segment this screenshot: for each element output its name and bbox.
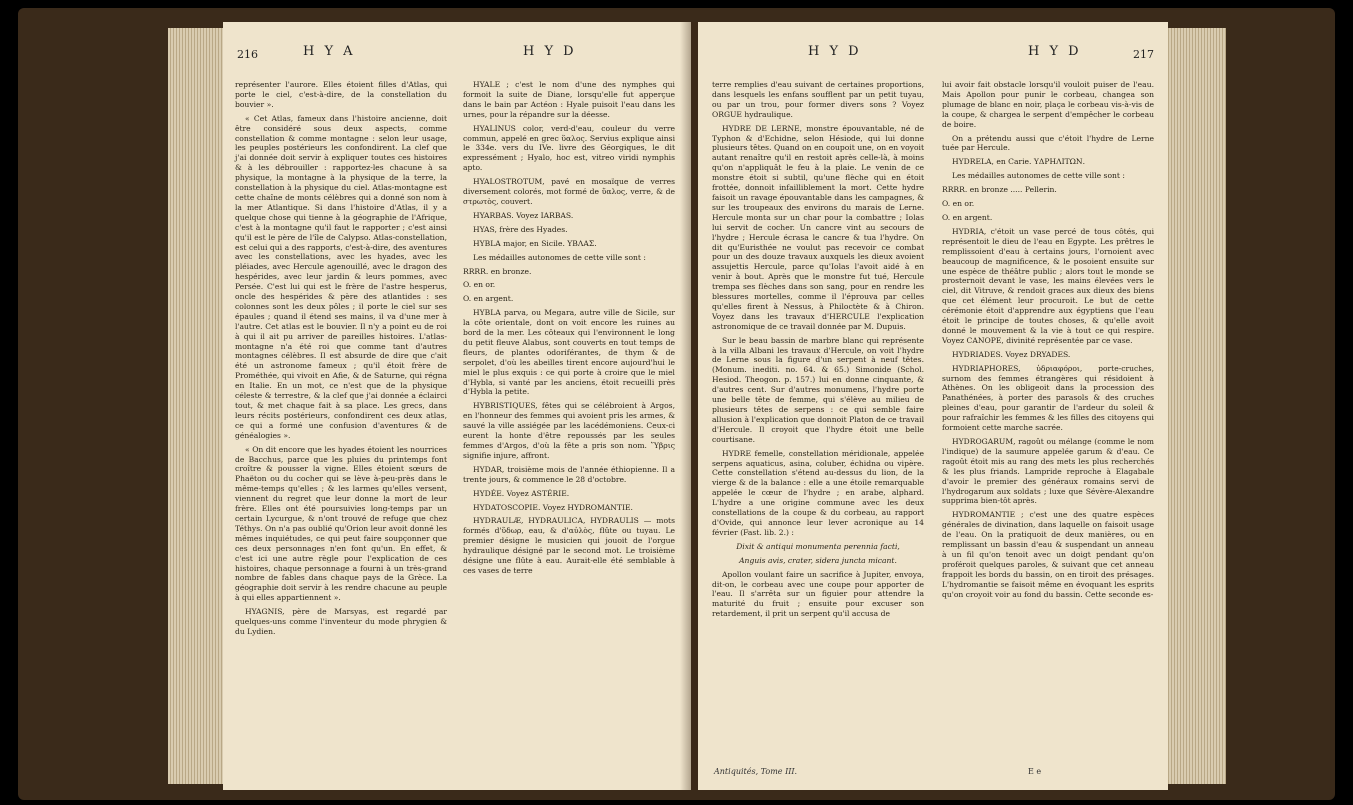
entry: HYDRELA, en Carie. ΥΔΡΗΛΙΤΩΝ. bbox=[952, 157, 1085, 167]
entry: HYALINUS color, verd-d'eau, couleur du verre commun, appelé en grec ὕαλος. Servius explique ainsi le 334e. vers du IVe. livre des Géorgiques, le dit expressément ; Hyalo, hoc est, vitreo viridi nymphis apto. bbox=[463, 123, 675, 173]
entry: HYBRISTIQUES, fêtes qui se célébroient à Argos, en l'honneur des femmes qui avoient pris les armes, & sauvé la ville assiégée par les lacédémoniens. Ceux-ci eurent la honte d'être repoussés par les seules femmes d'Argos, d'où la fête a pris son nom. Ὕβρις signifie injure, affront. bbox=[463, 401, 675, 460]
entry: RRRR. en bronze. bbox=[463, 266, 532, 276]
entry: HYALOSTROTUM, pavé en mosaïque de verres diversement colorés, mot formé de ὕαλος, verre, & de στρωτὸς, couvert. bbox=[463, 177, 675, 206]
right-page bbox=[698, 22, 1168, 790]
paragraph: terre remplies d'eau suivant de certaines proportions, dans lesquels les enfans soufflent par un petit tuyau, ou par un trou, pour former divers sons ? Voyez ORGUE hydraulique. bbox=[712, 80, 924, 119]
entry: HYDRIADES. Voyez DRYADES. bbox=[952, 349, 1071, 359]
text-column bbox=[463, 80, 675, 580]
signature-mark: E e bbox=[1028, 767, 1042, 776]
paragraph: « On dit encore que les hyades étoient les nourrices de Bacchus, parce que les pluies du printemps font croître & pousser la vigne. Elles étoient sœurs de Phaëton ou du cocher qui se lève à-peu-près dans le même-temps qu'elles ; & les larmes qu'elles versent, viennent du regret que leur donne la mort de leur frère. Elles ont été poursuivies long-temps par un certain Lycurgue, & n'ont trouvé de refuge que chez Téthys. On n'a pas oublié qu'Orion leur avoit donné les mêmes inquiétudes, ce qui peut faire soupçonner que ces deux personnages n'en font qu'un. En effet, & c'est ici une autre règle pour l'explication de ces histoires, chaque personnage a fourni à un très-grand nombre de fables dans chaque pays de la Grèce. La géographie doit servir à les rendre chacune au peuple à qui elles appartiennent ». bbox=[235, 444, 447, 603]
paragraph: représenter l'aurore. Elles étoient filles d'Atlas, qui porte le ciel, c'est-à-dire, de la constellation du bouvier ». bbox=[235, 80, 447, 109]
header-word: H Y D bbox=[1028, 44, 1082, 59]
entry: RRRR. en bronze ..... Pellerin. bbox=[942, 185, 1057, 195]
entry: O. en or. bbox=[942, 199, 975, 209]
entry: lui avoir fait obstacle lorsqu'il vouloit puiser de l'eau. Mais Apollon pour punir le corbeau, changea son plumage de blanc en noir, plaça le corbeau vis-à-vis de la coupe, & chargea le serpent d'empêcher le corbeau de boire. bbox=[942, 80, 1154, 129]
entry: HYBLA major, en Sicile. ΥΒΛΑΣ. bbox=[473, 238, 597, 248]
header-word: H Y D bbox=[523, 44, 577, 59]
footer-note: Antiquités, Tome III. bbox=[714, 767, 798, 776]
entry: HYDÉE. Voyez ASTÉRIE. bbox=[473, 488, 570, 498]
paragraph: HYAGNIS, père de Marsyas, est regardé par quelques-uns comme l'inventeur du mode phrygien & du Lydien. bbox=[235, 607, 447, 636]
header-word: H Y D bbox=[808, 44, 862, 59]
entry: O. en argent. bbox=[463, 294, 514, 304]
entry: HYARBAS. Voyez IARBAS. bbox=[473, 210, 574, 220]
entry: O. en or. bbox=[463, 280, 496, 290]
left-page bbox=[223, 22, 691, 790]
text-column bbox=[942, 80, 1154, 604]
paragraph: Apollon voulant faire un sacrifice à Jupiter, envoya, dit-on, le corbeau avec une coupe pour apporter de l'eau. Il s'arrêta sur un figuier pour attendre la maturité du fruit ; ensuite pour excuser son retardement, il prit un serpent qu'il accusa de bbox=[712, 569, 924, 619]
header-word: H Y A bbox=[303, 44, 356, 59]
page-number: 216 bbox=[237, 48, 258, 61]
page-number: 217 bbox=[1133, 48, 1154, 61]
text-column bbox=[235, 80, 447, 641]
verse: Anguis avis, crater, sidera juncta micant. bbox=[739, 555, 897, 565]
entry: HYDRIAPHORES, ὑδριαφόροι, porte-cruches, surnom des femmes étrangères qui résidoient à Athènes. On les obligeoit dans la procession des Panathénées, à porter des parasols & des cruches pleines d'eau, pour garantir de l'ardeur du soleil & pour rafraîchir les femmes & les filles des citoyens qui formoient cette marche sacrée. bbox=[942, 363, 1154, 433]
entry: HYDRAULÆ, HYDRAULICA, HYDRAULIS — mots formés d'ὕδωρ, eau, & d'αὐλὸς, flûte ou tuyau. Le premier désigne le musicien qui jouoit de l'orgue hydraulique désigné par le second mot. Le troisième désigne une flûte à eau. Aurait-elle été semblable à ces vases de terre bbox=[463, 516, 675, 575]
entry: HYDROGARUM, ragoût ou mélange (comme le nom l'indique) de la saumure appelée garum & d'eau. Ce ragoût étoit mis au rang des mets les plus recherchés & les plus friands. Lampride reproche à Elagabale d'avoir le premier des généraux romains servi de l'hydrogarum aux soldats ; luxe que Sévère-Alexandre supprima bien-tôt après. bbox=[942, 437, 1154, 506]
text-column bbox=[712, 80, 924, 623]
left-running-header bbox=[223, 44, 691, 70]
entry: HYBLA parva, ou Megara, autre ville de Sicile, sur la côte orientale, dont on voit encore les ruines au bord de la mer. Les côteaux qui l'environnent le long du petit fleuve Alabus, sont couverts en tout temps de fleurs, de plantes odoriférantes, de thym & de serpolet, d'où les abeilles tirent encore aujourd'hui le miel le plus exquis : ce qui porte à croire que le miel d'Hybla, si vanté par les anciens, étoit recueilli près d'Hybla la petite. bbox=[463, 308, 675, 397]
verse: Dixit & antiqui monumenta perennia facti, bbox=[736, 541, 900, 551]
entry: On a prétendu aussi que c'étoit l'hydre de Lerne tuée par Hercule. bbox=[942, 133, 1154, 153]
entry: Les médailles autonomes de cette ville sont : bbox=[952, 171, 1125, 181]
paragraph: HYDRE femelle, constellation méridionale, appelée serpens aquaticus, asina, coluber, échidna ou vipère. Cette constellation s'étend au-dessus du lion, de la vierge & de la balance : elle a une étoile remarquable appelée le cœur de l'hydre ; en arabe, alphard. L'hydre a une origine commune avec les deux constellations de la coupe & du corbeau, au rapport d'Ovide, qui annonce leur lever acronique au 14 février (Fast. lib. 2.) : bbox=[712, 448, 924, 537]
entry: HYDRIA, c'étoit un vase percé de tous côtés, qui représentoit le dieu de l'eau en Egypte. Les prêtres le remplissoient d'eau à certains jours, l'ornoient avec beaucoup de magnificence, & le posoient ensuite sur une espèce de théâtre public ; alors tout le monde se prosternoit devant le vase, les mains élevées vers le ciel, dit Vitruve, & rendoit graces aux dieux des biens que cet élément leur procuroit. Le but de cette cérémonie étoit d'apprendre aux égyptiens que l'eau étoit le principe de toutes choses, & qu'elle avoit donné le mouvement & la vie à tout ce qui respire. Voyez CANOPE, divinité représentée par ce vase. bbox=[942, 226, 1154, 345]
entry: Les médailles autonomes de cette ville sont : bbox=[473, 252, 646, 262]
entry: HYDATOSCOPIE. Voyez HYDROMANTIE. bbox=[473, 502, 633, 512]
book-spread bbox=[18, 8, 1335, 800]
page-edges-left bbox=[168, 28, 228, 784]
paragraph: HYDRE DE LERNE, monstre épouvantable, né de Typhon & d'Echidne, selon Hésiode, qui lui donne plusieurs têtes. Quand on en coupoit une, on en voyoit autant renaître qu'il en restoit après celle-là, à moins qu'on n'appliquât le feu à la plaie. Le venin de ce monstre étoit si subtil, qu'une flèche qui en étoit frottée, donnoit infailliblement la mort. Cette hydre faisoit un ravage épouvantable dans les campagnes, & sur les troupeaux des environs du marais de Lerne. Hercule monta sur un char pour la combattre ; Iolas lui servit de cocher. Un cancre vint au secours de l'hydre ; Hercule écrasa le cancre & tua l'hydre. On dit qu'Euristhée ne voulut pas recevoir ce combat pour un des douze travaux auxquels les dieux avoient assujettis Hercule, parce qu'Iolas l'avoit aidé à en venir à bout. Après que le monstre fut tué, Hercule trempa ses flèches dans son sang, pour en rendre les blessures mortelles, comme il l'éprouva par celles qu'elles firent à Nessus, à Philoctète & à Chiron. Voyez dans les travaux d'HERCULE l'explication astronomique de ce travail donnée par M. Dupuis. bbox=[712, 123, 924, 331]
paragraph: Sur le beau bassin de marbre blanc qui représente à la villa Albani les travaux d'Hercule, on voit l'hydre de Lerne sous la figure d'un serpent à neuf têtes. (Monum. inediti. no. 64. & 65.) Simonide (Schol. Hesiod. Theogon. p. 157.) lui en donne cinquante, & d'autres cent. Sur d'autres monumens, l'hydre porte une belle tête de femme, qui s'élève au milieu de plusieurs têtes de serpens : ce qui semble faire allusion à l'explication que donnoit Platon de ce travail d'Hercule. Il croyoit que l'hydre étoit une belle courtisane. bbox=[712, 335, 924, 444]
entry: HYDAR, troisième mois de l'année éthiopienne. Il a trente jours, & commence le 28 d'octobre. bbox=[463, 464, 675, 484]
right-running-header bbox=[698, 44, 1168, 70]
paragraph: « Cet Atlas, fameux dans l'histoire ancienne, doit être considéré sous deux aspects, comme constellation & comme montagne : selon leur usage, les peuples postérieurs les confondirent. La clef que j'ai donnée doit servir à expliquer toutes ces histoires & à les débrouiller : rapportez-les chacune à sa physique, la montagne à la physique de la terre, la constellation à la physique du ciel. Atlas-montagne est cette chaîne de monts célèbres qui a donné son nom à la mer Atlantique. Si dans l'histoire d'Atlas, il y a quelque chose qui tienne à la géographie de l'Afrique, c'est à la montagne qu'il faut le rapporter ; c'est ainsi qu'il est le père de l'île de Calypso. Atlas-constellation, est celui qui a des rapports, c'est-à-dire, des aventures avec les constellations, avec les hyades, avec les pléiades, avec Hercule agenouillé, avec le dragon des hespérides, avec leur jardin & leurs pommes, avec Persée. C'est lui qui est le frère de l'astre hesperus, oncle des hespérides & père des atlantides : ses colonnes sont les deux pôles ; il porte le ciel sur ses épaules ; quand il étend ses mains, il va d'une mer à l'autre. Cet atlas est le bouvier. Il n'y a point eu de roi à qui il ait pu arriver de pareilles histoires. L'atlas-montagne n'a été roi que comme tant d'autres montagnes célèbres. Il est absurde de dire que c'ait été un astronome fameux ; qu'il étoit frère de Prométhée, qui vivoit en Afie, & de Saturne, qui régna en Italie. En un mot, ce n'est que de la physique céleste & terrestre, & la clef que j'ai donnée a éclairci tout, & met chaque fait à sa place. Les grecs, dans leurs récits postérieurs, confondirent ces deux atlas, ce qui a formé une confusion d'aventures & de généalogies ». bbox=[235, 113, 447, 440]
entry: HYDROMANTIE ; c'est une des quatre espèces générales de divination, dans laquelle on faisoit usage de l'eau. On la pratiquoit de deux manières, ou en remplissant un bassin d'eau & suspendant un anneau à un fil qu'on tenoit avec un doigt pendant qu'on proféroit quelques paroles, & suivant que cet anneau frappoit les bords du bassin, on en tiroit des présages. L'hydromantie se faisoit même en évoquant les esprits qu'on croyoit voir au fond du bassin. Cette seconde es- bbox=[942, 510, 1154, 599]
entry: O. en argent. bbox=[942, 212, 993, 222]
page-edges-right bbox=[1166, 28, 1226, 784]
entry: HYAS, frère des Hyades. bbox=[473, 224, 568, 234]
entry: HYALE ; c'est le nom d'une des nymphes qui formoit la suite de Diane, lorsqu'elle fut apperçue dans le bain par Actéon : Hyale puisoit l'eau dans les urnes, pour la répandre sur la déesse. bbox=[463, 80, 675, 119]
